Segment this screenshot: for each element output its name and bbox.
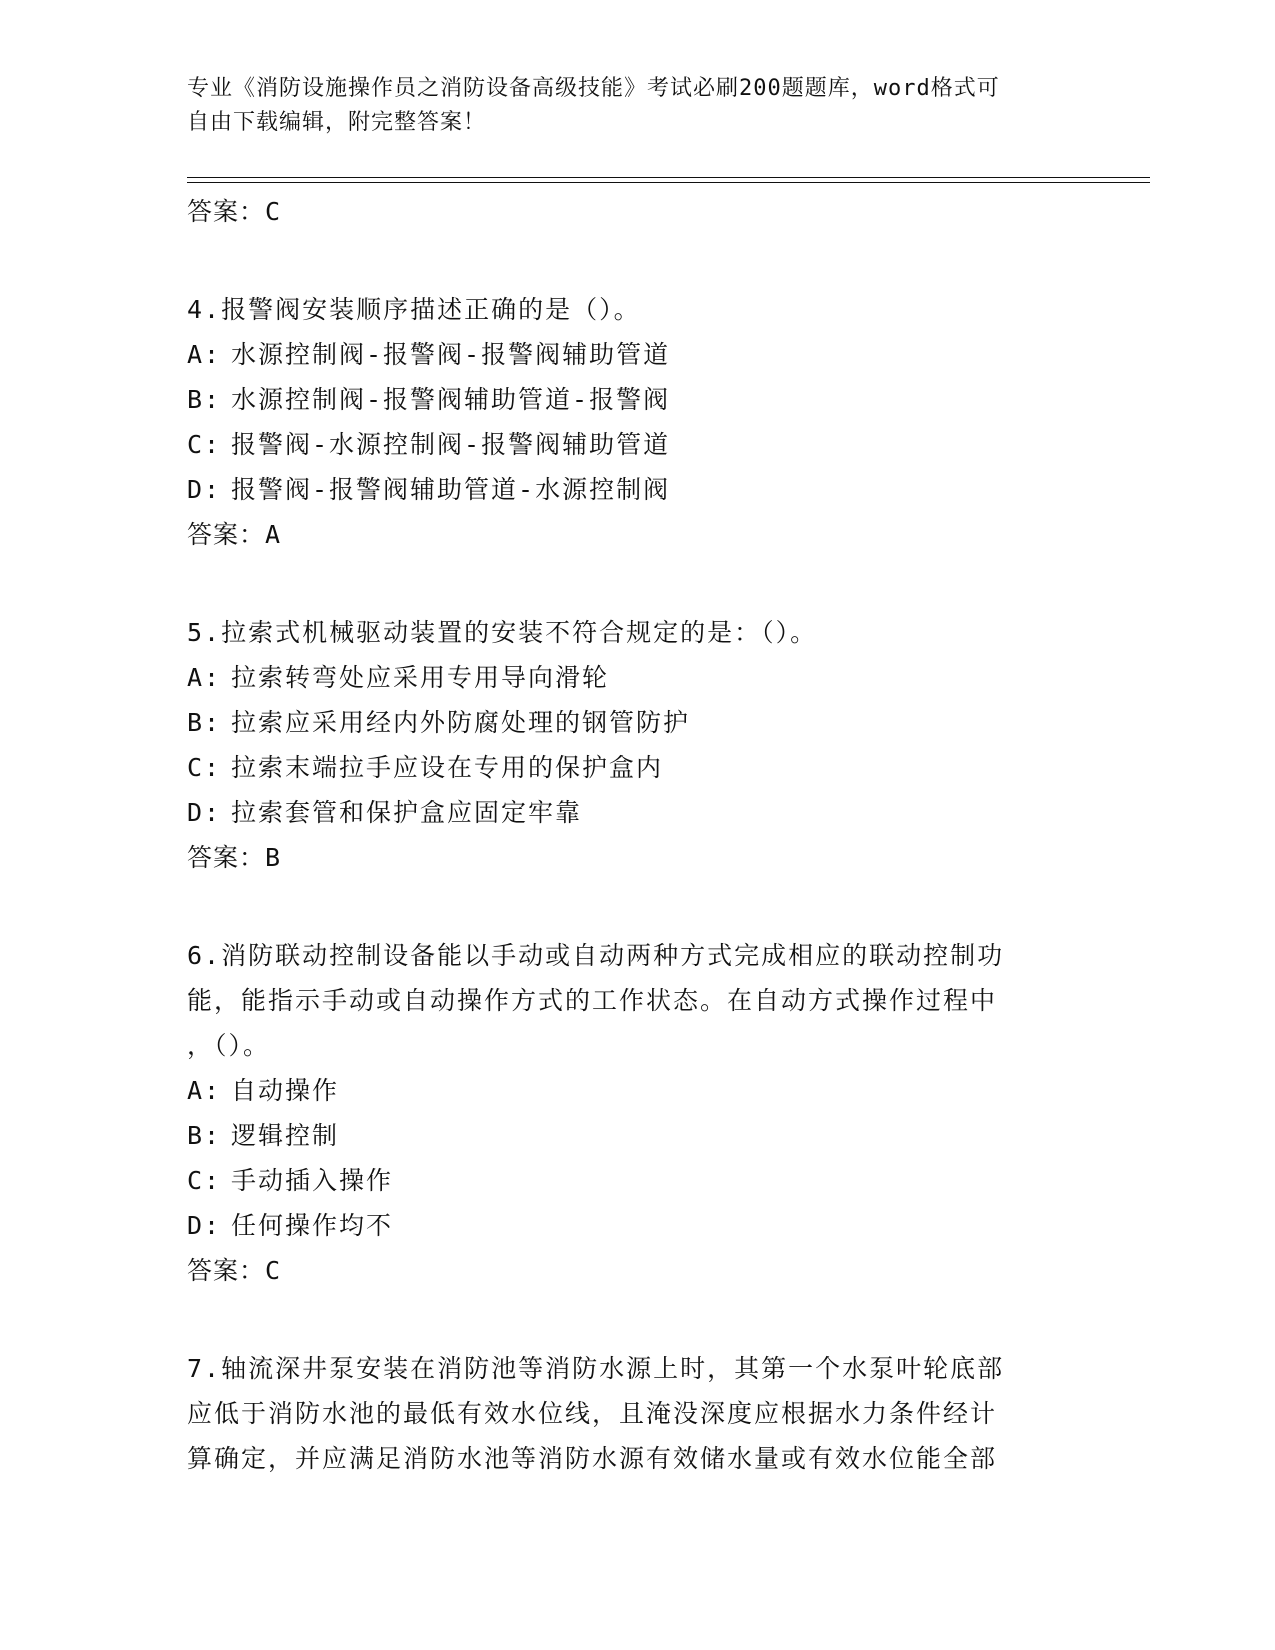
option-text: 逻辑控制	[231, 1121, 340, 1150]
option-letter: A:	[187, 663, 222, 692]
option-d	[187, 467, 1057, 512]
option-c	[187, 422, 1057, 467]
previous-answer: 答案：C	[187, 197, 282, 226]
header-divider-bottom	[187, 182, 1150, 183]
option-text: 拉索末端拉手应设在专用的保护盒内	[231, 753, 664, 782]
option-text: 拉索转弯处应采用专用导向滑轮	[231, 663, 610, 692]
option-text: 自动操作	[231, 1076, 340, 1105]
option-c	[187, 1158, 1057, 1203]
option-letter: A:	[187, 340, 222, 369]
option-d	[187, 790, 1057, 835]
option-letter: B:	[187, 385, 222, 414]
question-7	[187, 1346, 1057, 1481]
question-5	[187, 610, 1057, 880]
question-answer: 答案：B	[187, 843, 282, 872]
question-stem-line: 算确定，并应满足消防水池等消防水源有效储水量或有效水位能全部	[187, 1444, 998, 1473]
option-letter: C:	[187, 1166, 222, 1195]
question-stem-line: 7.轴流深井泵安装在消防池等消防水源上时，其第一个水泵叶轮底部	[187, 1354, 1005, 1383]
option-letter: D:	[187, 798, 222, 827]
question-answer: 答案：A	[187, 520, 282, 549]
option-a	[187, 332, 1057, 377]
option-text: 拉索应采用经内外防腐处理的钢管防护	[231, 708, 691, 737]
question-stem-line: 6.消防联动控制设备能以手动或自动两种方式完成相应的联动控制功	[187, 941, 1005, 970]
option-b	[187, 1113, 1057, 1158]
question-stem: 4.报警阀安装顺序描述正确的是（）。	[187, 295, 641, 324]
header-line-2: 自由下载编辑，附完整答案！	[187, 110, 487, 135]
option-letter: D:	[187, 475, 222, 504]
question-stem-line: 应低于消防水池的最低有效水位线，且淹没深度应根据水力条件经计	[187, 1399, 998, 1428]
question-stem-line: 能，能指示手动或自动操作方式的工作状态。在自动方式操作过程中	[187, 986, 998, 1015]
option-text: 水源控制阀-报警阀-报警阀辅助管道	[231, 340, 671, 369]
header-divider-top	[187, 177, 1150, 178]
question-4	[187, 287, 1057, 557]
option-letter: A:	[187, 1076, 222, 1105]
question-stem-line: ，（）。	[187, 1031, 271, 1060]
option-a	[187, 655, 1057, 700]
option-letter: B:	[187, 708, 222, 737]
question-answer: 答案：C	[187, 1256, 282, 1285]
option-a	[187, 1068, 1057, 1113]
question-6	[187, 933, 1057, 1293]
option-b	[187, 377, 1057, 422]
document-header	[187, 72, 1067, 140]
option-text: 任何操作均不	[231, 1211, 394, 1240]
option-d	[187, 1203, 1057, 1248]
option-text: 报警阀-水源控制阀-报警阀辅助管道	[231, 430, 671, 459]
option-b	[187, 700, 1057, 745]
header-line-1: 专业《消防设施操作员之消防设备高级技能》考试必刷200题题库，word格式可	[187, 76, 1000, 101]
option-c	[187, 745, 1057, 790]
option-text: 水源控制阀-报警阀辅助管道-报警阀	[231, 385, 671, 414]
question-stem: 5.拉索式机械驱动装置的安装不符合规定的是：（）。	[187, 618, 818, 647]
option-letter: D:	[187, 1211, 222, 1240]
option-text: 拉索套管和保护盒应固定牢靠	[231, 798, 583, 827]
option-text: 报警阀-报警阀辅助管道-水源控制阀	[231, 475, 671, 504]
option-letter: C:	[187, 430, 222, 459]
option-letter: B:	[187, 1121, 222, 1150]
option-letter: C:	[187, 753, 222, 782]
option-text: 手动插入操作	[231, 1166, 394, 1195]
question-list	[187, 189, 1057, 1481]
